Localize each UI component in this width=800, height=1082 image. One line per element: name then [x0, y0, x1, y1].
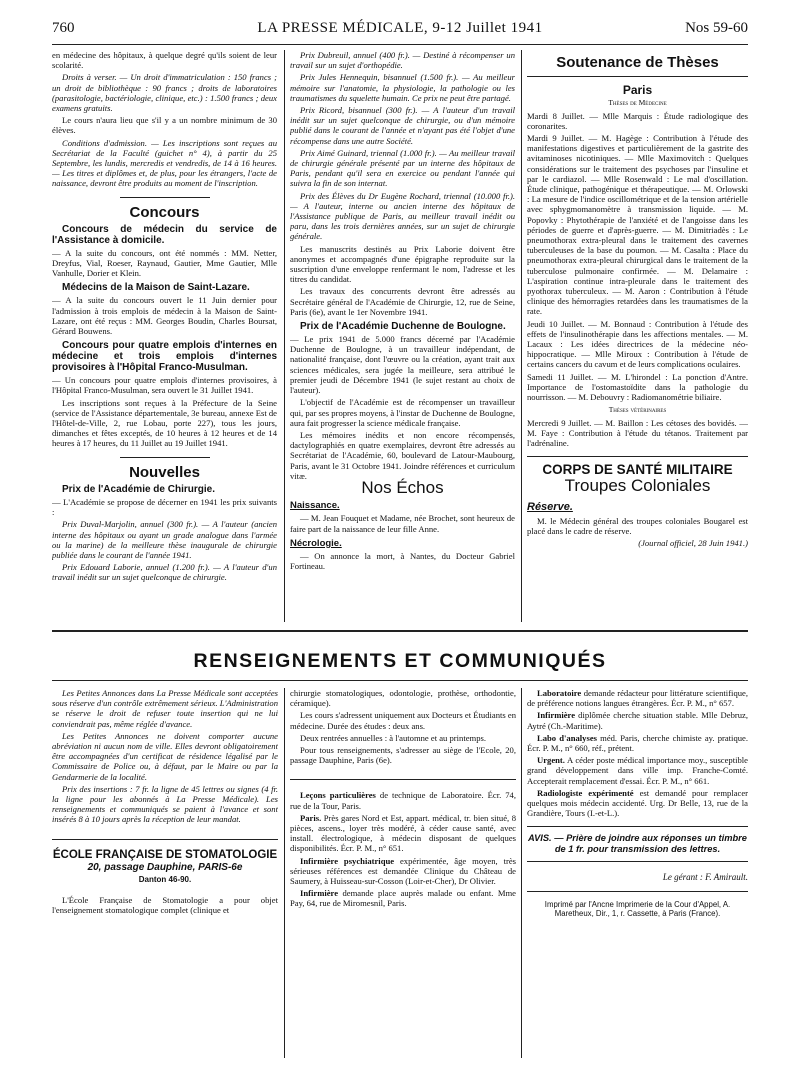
- paragraph: Conditions d'admission. — Les inscriptions sont reçues au Secrétariat de la Faculté (guichet n° 4), à partir du 25 Septembre, les lundis, mercredis et vendredis, de 14 à 16 heures. — Les titres et diplômes et, de plus, pour les étrangers, l'acte de naissance, devront être produits au moment de l'inscription.: [52, 137, 277, 189]
- necrologie-heading: Nécrologie.: [290, 537, 342, 549]
- paragraph: Prix Duval-Marjolin, annuel (300 fr.). — A l'auteur (ancien interne des hôpitaux ou ayant un grade analogue dans l'armée ou la marine) de la meilleure thèse inaugurale de chirurgie publiée dans le courant de l'année 1941.: [52, 519, 277, 560]
- banner-renseignements: RENSEIGNEMENTS ET COMMUNIQUÉS: [193, 650, 607, 672]
- paragraph: Jeudi 10 Juillet. — M. Bonnaud : Contribution à l'étude des effets de l'insulinothérapie dans les affections mentales. — M. Lacaux : Les idées directrices de la médecine néo-hippocratique. — Mlle Miroux : Contribution à l'étude de certains cancers du cavum et de leurs complications oculaires.: [527, 318, 748, 370]
- section-divider: [120, 197, 210, 198]
- page-header: [52, 20, 748, 45]
- paragraph: — A la suite du concours ouvert le 11 Juin dernier pour l'admission à trois emplois de médecin à la Maison de Saint-Lazare, ont été reçus : MM. Georges Boudin, Charles Boursat, Gérard Bouwens.: [52, 295, 277, 337]
- column-3: [527, 50, 748, 622]
- column-rule: [521, 50, 522, 622]
- section-title-nos-echos: Nos Échos: [361, 477, 444, 497]
- paragraph: Prix Jules Hennequin, bisannuel (1.500 fr.). — Au meilleur mémoire sur l'anatomie, la physiologie, la pathologie ou les traumatismes du squelette humain. Ce prix ne peut être partagé.: [290, 72, 515, 103]
- paragraph: Prix Dubreuil, annuel (400 fr.). — Destiné à récompenser un travail sur un sujet d'orthopédie.: [290, 50, 515, 71]
- lower-column-2: [290, 688, 516, 1068]
- section-title-corps-sante: CORPS DE SANTÉ MILITAIRE: [542, 462, 733, 478]
- paragraph: Prix Ricord, bisannuel (300 fr.). — A l'auteur d'un travail inédit sur un sujet quelconque de chirurgie, ou d'un mémoire publié dans le courant de l'année et n'ayant pas été l'objet d'une récompense dans une autre Société.: [290, 105, 515, 146]
- paragraph: Le cours n'aura lieu que s'il y a un nombre minimum de 30 élèves.: [52, 115, 277, 136]
- paragraph: chirurgie stomatologiques, odontologie, prothèse, orthodontie, céramique).: [290, 688, 516, 709]
- theses-medecine-label: Thèses de Médecine: [608, 98, 667, 108]
- paragraph: Prix des Élèves du Dr Eugène Rochard, triennal (10.000 fr.). — A l'auteur, interne ou ancien interne des hôpitaux de l'Assistance publique de Paris, au meilleur travail inédit ou paru, dans les trois dernières années, sur un sujet de chirurgie générale.: [290, 190, 515, 242]
- paragraph: Les cours s'adressent uniquement aux Docteurs et Étudiants en médecine. Durée des études : deux ans.: [290, 710, 516, 731]
- ad-heading: Laboratoire: [537, 688, 582, 698]
- column-rule: [521, 688, 522, 1058]
- paragraph: Samedi 11 Juillet. — M. L'hirondel : La ponction d'Antre. Importance de l'ostomastoïdite dans la pathologie du nourrisson. — M. Debouvry : Radiomanométrie biliaire.: [527, 371, 748, 403]
- column-1: [52, 50, 277, 622]
- ad-body: demande place auprès malade ou enfant. Mme Pay, 64, rue de Miromesnil, Paris.: [290, 888, 516, 909]
- paragraph: en médecine des hôpitaux, à quelque degré qu'ils soient de leur scolarité.: [52, 50, 277, 71]
- ad-heading: Leçons particulières: [300, 790, 376, 801]
- paragraph: Mardi 8 Juillet. — Mlle Marquis : Étude radiologique des coronarites.: [527, 110, 748, 131]
- ad-body: demande rédacteur pour littérature scientifique, de préférence notions langues étrangères. Écr. P. M., n° 657.: [527, 688, 748, 709]
- ad-body: méd. Paris, cherche chimiste ay. pratique. Écr. P. M., n° 660, réf., prétent.: [527, 732, 748, 754]
- paragraph: — L'Académie se propose de décerner en 1941 les prix suivants :: [52, 496, 277, 518]
- section-divider: [52, 839, 278, 840]
- ad-body: expérimentée, âge moyen, très sérieuses références est demandée Clinique du Château de Saumery, à Huisseau-sur-Cosson (Loir-et-Cher), Dr Olivier.: [290, 855, 516, 887]
- paragraph: Les manuscrits destinés au Prix Laborie doivent être anonymes et accompagnés d'une épigraphe reproduite sur la suscription d'une enveloppe renfermant le nom, l'adresse et les titres du candidat.: [290, 243, 515, 285]
- paragraph: — A la suite du concours, ont été nommés : MM. Netter, Dreyfus, Vial, Roeser, Raynaud, Gautier, Mme Gautier, Mlle Vanhulle, Dorier et Klein.: [52, 247, 277, 279]
- ad-heading: Labo d'analyses: [537, 732, 597, 743]
- column-2: [290, 50, 515, 622]
- section-divider: [527, 891, 748, 892]
- paragraph: L'École Française de Stomatologie a pour objet l'enseignement stomatologique complet (clinique et: [52, 895, 278, 916]
- paragraph: Les Petites Annonces ne doivent comporter aucune abréviation ni aucun nom de ville. Elles devront obligatoirement être accompagnées d'un certificat de résidence légalisé par le Commissaire de Police ou, à défaut, par le Maire ou par la Gendarmerie de la localité.: [52, 730, 278, 782]
- paragraph: Prix Aimé Guinard, triennal (1.000 fr.). — Au meilleur travail de chirurgie générale présenté par un interne des hôpitaux de Paris, pendant qu'il sera en exercice ou pendant l'année qui suivra la fin de son internat.: [290, 147, 515, 189]
- paragraph: Prix Edouard Laborie, annuel (1.200 fr.). — A l'auteur d'un travail inédit sur un sujet quelconque de chirurgie.: [52, 562, 277, 583]
- item-heading: Prix de l'Académie de Chirurgie.: [62, 483, 215, 495]
- ad-heading: Urgent.: [537, 755, 565, 766]
- ad-body: Près gares Nord et Est, appart. médical, tr. bien situé, 8 pièces, ascens., loyer très modéré, à céder cause santé, avec install. électrologique, à médecin disposant de quelques disponibilités. Écr. P. M., n° 651.: [290, 812, 516, 854]
- section-divider: [527, 456, 748, 457]
- section-divider: [527, 76, 748, 77]
- section-title-concours: Concours: [129, 203, 200, 221]
- ad-heading: Infirmière: [537, 710, 576, 721]
- ecole-address: 20, passage Dauphine, PARIS-6e: [87, 861, 243, 873]
- printer-imprint: Imprimé par l'Ancne Imprimerie de la Cour d'Appel, A. Maretheux, Dir., 1, r. Cassette, à Paris (France).: [544, 899, 731, 919]
- ad-heading: Radiologiste expérimenté: [537, 787, 634, 798]
- paragraph: — Un concours pour quatre emplois d'internes provisoires, à l'Hôpital Franco-Musulman, sera ouvert le 31 Juillet 1941.: [52, 375, 277, 396]
- item-heading: Concours pour quatre emplois d'internes en médecine et trois emplois d'internes provisoires à l'Hôpital Franco-Musulman.: [52, 340, 277, 374]
- subsection-title-troupes: Troupes Coloniales: [564, 476, 711, 496]
- lower-column-1: [52, 688, 278, 1068]
- ad-body: diplômée cherche situation stable. Mlle Debruz, Aytré (Ch.-Maritime).: [527, 710, 748, 731]
- subsection-title-paris: Paris: [622, 83, 653, 98]
- section-rule: [52, 680, 748, 681]
- issue-number: Nos 59-60: [685, 20, 748, 36]
- page-number: 760: [52, 20, 75, 36]
- ad-body: de technique de Laboratoire. Écr. 74, rue de la Tour, Paris.: [290, 790, 516, 811]
- lower-column-3: [527, 688, 748, 1068]
- paragraph: Mercredi 9 Juillet. — M. Baillon : Les cétoses des bovidés. — M. Faye : Contribution à l'étude du tétanos. Traitement par l'adrénaline.: [527, 417, 748, 448]
- paragraph: Pour tous renseignements, s'adresser au siège de l'Ecole, 20, passage Dauphine, Paris (6e).: [290, 745, 516, 766]
- ad-heading: Infirmière: [300, 888, 339, 899]
- section-rule: [52, 630, 748, 632]
- item-heading: Médecins de la Maison de Saint-Lazare.: [62, 282, 250, 294]
- avis-notice: AVIS. — Prière de joindre aux réponses un timbre de 1 fr. pour transmission des lettres.: [527, 826, 748, 862]
- paragraph: M. le Médecin général des troupes coloniales Bougarel est placé dans le cadre de réserve.: [527, 515, 748, 536]
- source-citation: (Journal officiel, 28 Juin 1941.): [638, 538, 748, 549]
- paragraph: Droits à verser. — Un droit d'immatriculation : 150 francs ; un droit de bibliothèque : 90 francs ; droits de laboratoires (parasitologie, bactériologie, clinique, etc.) : 1.500 francs ; deux examens gratuits.: [52, 72, 277, 114]
- column-rule: [284, 50, 285, 622]
- paragraph: Les Petites Annonces dans La Presse Médicale sont acceptées sous réserve d'un contrôle extrêmement sérieux. L'Administration se réserve le droit de refuser toute insertion qui ne lui conviendrait pas, même réglée d'avance.: [52, 688, 278, 729]
- ad-body: A céder poste médical importance moy., susceptible grand développement dans ville imp. Franche-Comté. Accepterait remplacement d'essai. Écr. P. M., n° 661.: [527, 755, 748, 786]
- paragraph: Mardi 9 Juillet. — M. Hagège : Contribution à l'étude des manifestations digestives et particulièrement de la gastrite des avitaminoses nicotiniques. — Mlle Maximovitch : Quelques considérations sur le traitement des psychoses par l'insuline et par le cardiazol. — Mlle Rosenwald : Le mal d'oscillation. Étude clinique, pathogénique et thérapeutique. — M. Orlowski : La mesure de l'indice oscillométrique et de la tension artérielle avec sphygmomanomètre à transmission liquide. — M. Popovky : Phytothérapie de l'anxiété et de l'angoisse dans les périodes de guerre et d'après-guerre. — M. Dimitriadès : Le pneumothorax extra-pleural dans le traitement des cavernes tuberculeuses de la base du poumon. — M. Casalta : Place du pneumothorax extra-pleural chirurgical dans le traitement de la tuberculose pulmonaire confirmée. — M. Delamaire : L'aspiration continue intra-pleurale dans le traitement des pyothorax tuberculeux. — M. Aaron : Contribution à l'étude clinique des hémorragies retardées dans les traumatismes de la rate.: [527, 133, 748, 317]
- section-divider: [120, 457, 210, 458]
- ad-heading: Paris.: [300, 812, 322, 823]
- paragraph: Les travaux des concurrents devront être adressés au Secrétaire général de l'Académie de Chirurgie, 12, rue de Seine, Paris (6e), avant le 1er Novembre 1941.: [290, 286, 515, 317]
- reserve-heading: Réserve.: [527, 500, 573, 513]
- paragraph: L'objectif de l'Académie est de récompenser un travailleur qui, par ses propres moyens, à l'instar de Duchenne de Boulogne, aura fait progresser la science médicale française.: [290, 397, 515, 428]
- paragraph: Les mémoires inédits et non encore récompensés, dactylographiés en quatre exemplaires, devront être adressés au Secrétariat de l'Académie, 60, boulevard de Latour-Maubourg, Paris, avant le 31 Octobre 1941. Joindre références et curriculum vitæ.: [290, 429, 515, 481]
- column-rule: [284, 688, 285, 1058]
- paragraph: Prix des insertions : 7 fr. la ligne de 45 lettres ou signes (4 fr. la ligne pour les abonnés à La Presse Médicale). Les renseignements et communiqués se paient à l'avance et sont insérés 8 à 10 jours après la réception de leur mandat.: [52, 783, 278, 825]
- theses-veterinaires-label: Thèses vétérinaires: [608, 405, 667, 415]
- section-divider: [290, 779, 516, 780]
- paragraph: — Le prix 1941 de 5.000 francs décerné par l'Académie Duchenne de Boulogne, à un travailleur indépendant, de nationalité française, dont l'œuvre ou la création, ayant trait aux sciences médicales, sera jugée la meilleure, sera attribué le premier jeudi de Décembre 1941 (le sujet restant au choix de l'auteur).: [290, 334, 515, 396]
- publication-title: LA PRESSE MÉDICALE, 9-12 Juillet 1941: [257, 20, 543, 36]
- section-title-soutenance: Soutenance de Thèses: [556, 54, 719, 71]
- item-heading: Prix de l'Académie Duchenne de Boulogne.: [300, 321, 506, 333]
- paragraph: — M. Jean Fouquet et Madame, née Brochet, sont heureux de faire part de la naissance de leur fille Anne.: [290, 513, 515, 534]
- ad-heading: Infirmière psychiatrique: [300, 855, 395, 866]
- naissance-heading: Naissance.: [290, 500, 340, 512]
- ecole-telephone: Danton 46-90.: [138, 875, 192, 885]
- gerant-line: Le gérant : F. Amirault.: [662, 872, 748, 883]
- item-heading: Concours de médecin du service de l'Assistance à domicile.: [52, 223, 277, 246]
- ad-body: est demandé pour remplacer quelques mois médecin accidenté. Urg. Dr Belle, 13, rue de la Grandière, Tours (I.-et-L.).: [527, 787, 748, 819]
- section-title-nouvelles: Nouvelles: [129, 463, 200, 481]
- ecole-title: ÉCOLE FRANÇAISE DE STOMATOLOGIE: [52, 848, 278, 861]
- paragraph: Les inscriptions sont reçues à la Préfecture de la Seine (service de l'Assistance départementale, 3e bureau, annexe Est de l'Hôtel-de-Ville, 2, rue Lobau, porte 227), tous les jours, dimanches et fêtes exceptés, de 10 heures à 12 heures et de 14 heures à 17 heures, du 11 Juillet au 19 Juillet 1941.: [52, 397, 277, 449]
- paragraph: — On annonce la mort, à Nantes, du Docteur Gabriel Fortineau.: [290, 550, 515, 572]
- paragraph: Deux rentrées annuelles : à l'automne et au printemps.: [300, 732, 487, 743]
